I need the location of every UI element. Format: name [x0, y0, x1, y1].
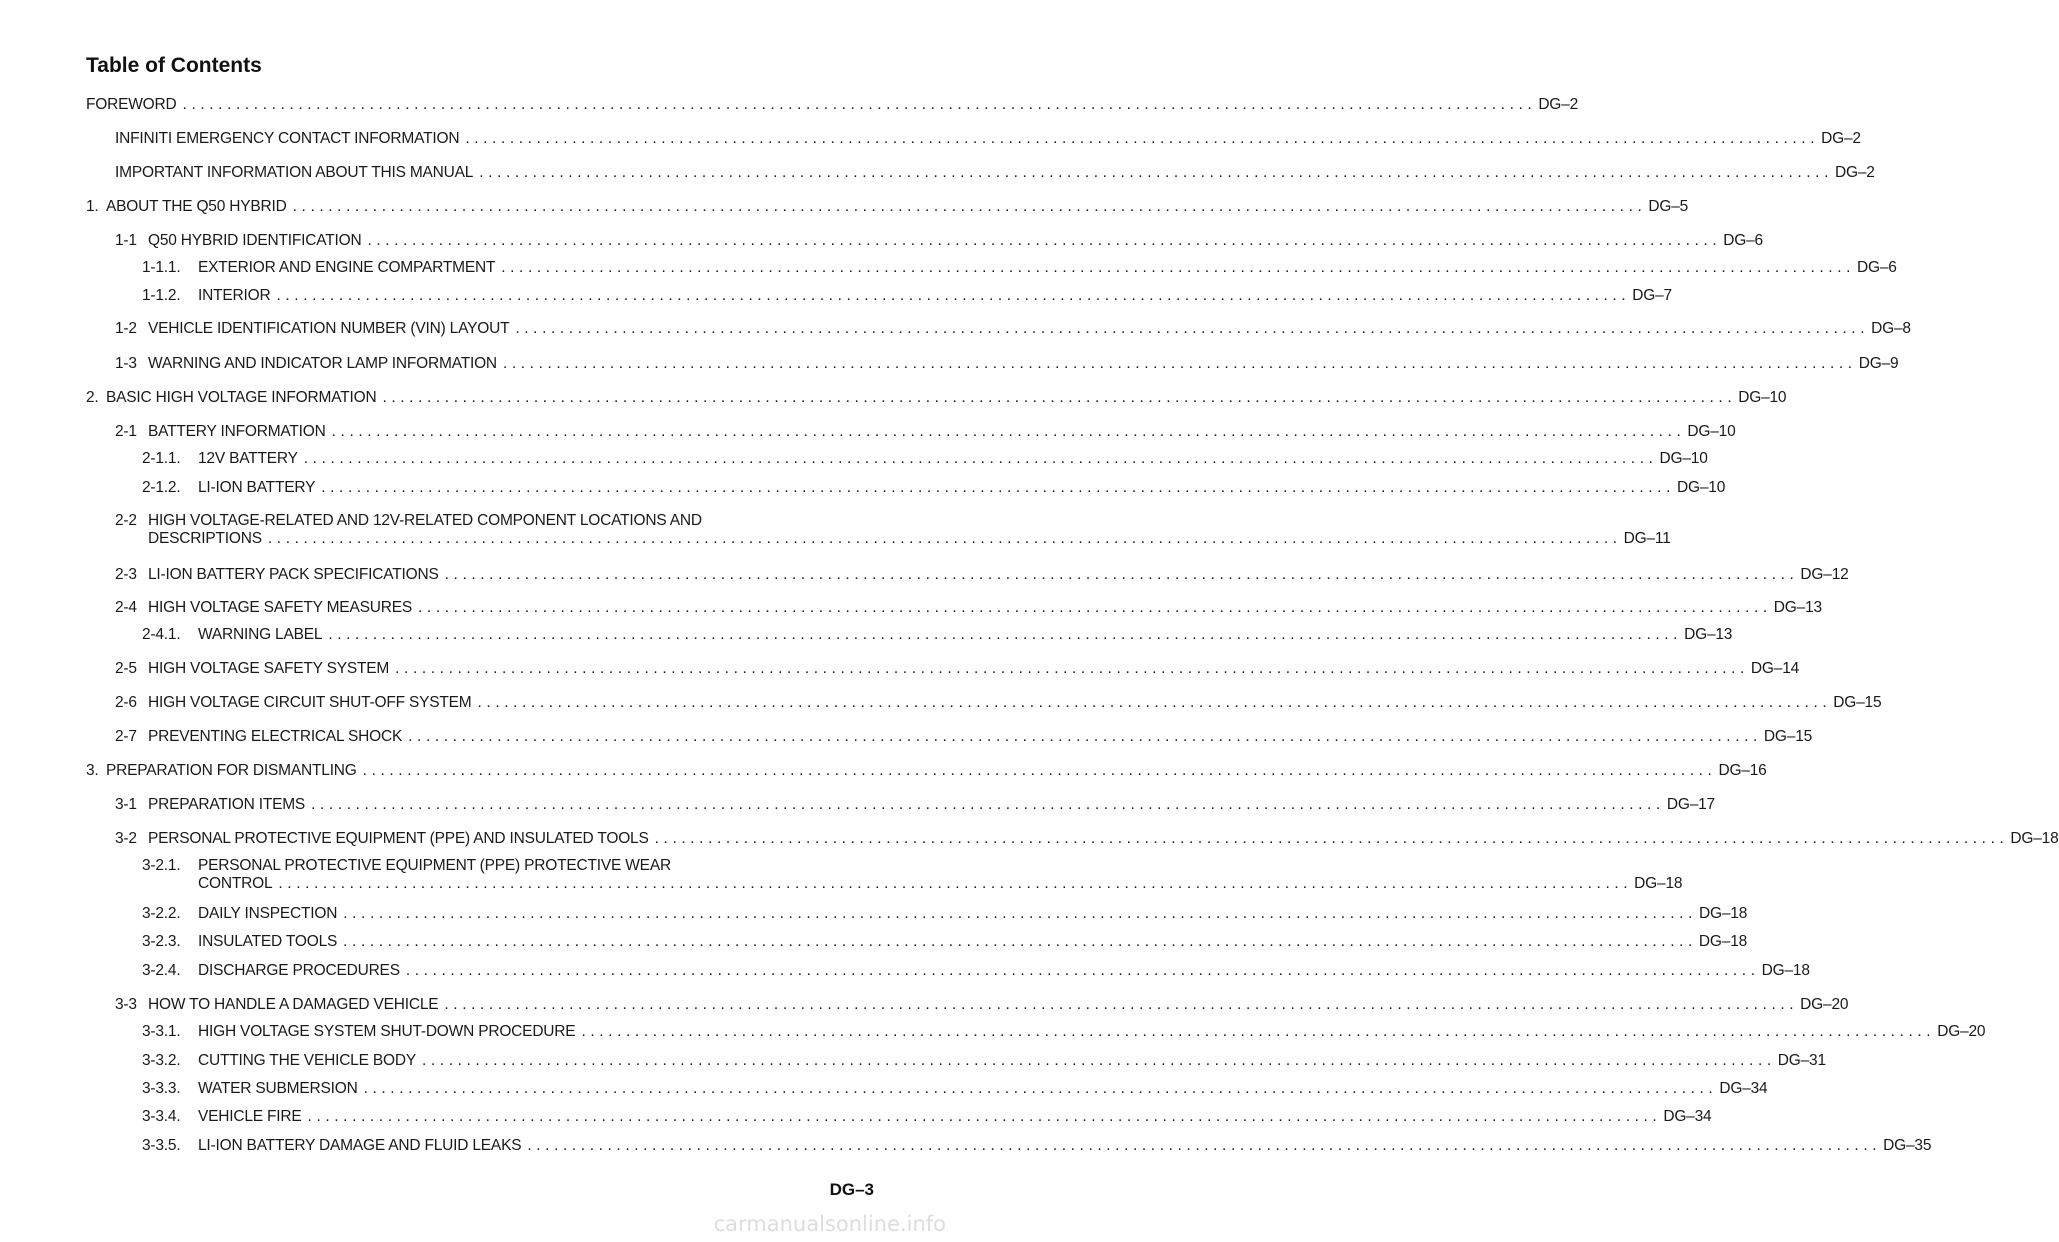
toc-entry-page: DG–15: [1833, 694, 1882, 711]
toc-entry[interactable]: [142, 1080, 1768, 1098]
toc-entry-title: LI-ION BATTERY PACK SPECIFICATIONS: [148, 566, 439, 583]
toc-entry-number: 2-4: [115, 599, 137, 616]
toc-entry[interactable]: [142, 287, 1672, 305]
leader-dots: ........................................................................................................................................................: [307, 1108, 1662, 1125]
toc-entry-page: DG–6: [1723, 232, 1763, 249]
toc-entry-page: DG–9: [1858, 355, 1899, 372]
leader-dots: ........................................................................................................................................................: [363, 1080, 1718, 1097]
watermark: carmanualsonline.info: [713, 1212, 946, 1236]
leader-dots: ........................................................................................................................................................: [515, 320, 1870, 337]
toc-entry-page: DG–18: [1634, 875, 1683, 892]
toc-entry-number: 2-6: [115, 694, 137, 711]
toc-entry-page: DG–20: [1937, 1023, 1986, 1040]
toc-entry-title: IMPORTANT INFORMATION ABOUT THIS MANUAL: [115, 164, 474, 181]
leader-dots: ........................................................................................................................................................: [421, 1052, 1776, 1069]
toc-entry-page: DG–6: [1857, 259, 1897, 276]
leader-dots: ........................................................................................................................................................: [343, 933, 1697, 950]
toc-entry-title: CUTTING THE VEHICLE BODY: [198, 1052, 416, 1069]
toc-entry-number: 3.: [86, 762, 99, 779]
toc-entry-title: ABOUT THE Q50 HYBRID: [106, 198, 287, 215]
toc-entry-title: DISCHARGE PROCEDURES: [198, 962, 400, 979]
toc-entry-title: WARNING AND INDICATOR LAMP INFORMATION: [148, 355, 497, 372]
toc-entry-title: BASIC HIGH VOLTAGE INFORMATION: [106, 389, 377, 406]
toc-entry[interactable]: [115, 660, 1800, 678]
toc-entry[interactable]: [115, 996, 1849, 1014]
toc-entry[interactable]: [142, 1108, 1712, 1126]
leader-dots: ........................................................................................................................................................: [292, 198, 1647, 215]
toc-entry-page: DG–13: [1773, 599, 1822, 616]
toc-entry-number: 1.: [86, 198, 99, 215]
toc-entry-title: PREPARATION FOR DISMANTLING: [106, 762, 357, 779]
toc-entry[interactable]: [115, 355, 1899, 373]
toc-entry-title: HIGH VOLTAGE SYSTEM SHUT-DOWN PROCEDURE: [198, 1023, 576, 1040]
toc-entry[interactable]: [142, 450, 1708, 468]
leader-dots: ........................................................................................................................................................: [382, 389, 1737, 406]
toc-entry[interactable]: [115, 232, 1763, 250]
toc-entry[interactable]: [115, 796, 1715, 814]
toc-entry[interactable]: [86, 198, 1689, 216]
leader-dots: ........................................................................................................................................................: [502, 355, 1857, 372]
leader-dots: ........................................................................................................................................................: [321, 479, 1675, 496]
toc-entry[interactable]: [115, 694, 1882, 712]
toc-entry-title: BATTERY INFORMATION: [148, 423, 326, 440]
toc-entry-number: 1-1.1.: [142, 259, 181, 276]
toc-entry-page: DG–16: [1718, 762, 1767, 779]
toc-entry[interactable]: [115, 830, 2059, 848]
toc-entry-number: 2-2: [115, 512, 137, 529]
toc-entry-title: INFINITI EMERGENCY CONTACT INFORMATION: [115, 130, 460, 147]
toc-entry[interactable]: [86, 389, 1787, 407]
toc-entry-title: HIGH VOLTAGE SAFETY SYSTEM: [148, 660, 390, 677]
leader-dots: ........................................................................................................................................................: [311, 796, 1665, 813]
toc-entry-number: 1-1: [115, 232, 137, 249]
toc-entry-number: 3-2.1.: [142, 857, 181, 874]
toc-entry-page: DG–8: [1871, 320, 1911, 337]
leader-dots: ........................................................................................................................................................: [444, 566, 1799, 583]
toc-entry-number: 3-3.4.: [142, 1108, 181, 1125]
toc-entry[interactable]: [115, 599, 1822, 617]
toc-entry[interactable]: [142, 259, 1897, 277]
toc-entry-page: DG–2: [1821, 130, 1861, 147]
toc-entry-number: 3-2.2.: [142, 905, 181, 922]
toc-entry[interactable]: [142, 962, 1810, 980]
toc-entry-page: DG–12: [1800, 566, 1849, 583]
toc-entry-page: DG–20: [1800, 996, 1849, 1013]
toc-entry-number: 2-1.2.: [142, 479, 181, 496]
leader-dots: ........................................................................................................................................................: [444, 996, 1799, 1013]
leader-dots: ........................................................................................................................................................: [362, 762, 1717, 779]
leader-dots: ........................................................................................................................................................: [408, 728, 1762, 745]
toc-entry-title: INTERIOR: [198, 287, 271, 304]
toc-entry-number: 3-2.3.: [142, 933, 181, 950]
toc-entry-number: 3-3.2.: [142, 1052, 181, 1069]
toc-entry-page: DG–14: [1750, 660, 1800, 677]
toc-entry-title: PERSONAL PROTECTIVE EQUIPMENT (PPE) PROTECTIVE WEAR: [198, 857, 671, 874]
toc-entry-number: 3-3.3.: [142, 1080, 181, 1097]
leader-dots: ........................................................................................................................................................: [527, 1137, 1882, 1154]
toc-entry-title: PERSONAL PROTECTIVE EQUIPMENT (PPE) AND INSULATED TOOLS: [148, 830, 649, 847]
toc-entry-page: DG–35: [1883, 1137, 1932, 1154]
toc-entry-number: 3-3.1.: [142, 1023, 181, 1040]
toc-entry-number: 3-2: [115, 830, 137, 847]
toc-entry-page: DG–10: [1677, 479, 1726, 496]
leader-dots: ........................................................................................................................................................: [465, 130, 1820, 147]
toc-entry-page: DG–31: [1777, 1052, 1826, 1069]
leader-dots: ........................................................................................................................................................: [267, 530, 1622, 547]
leader-dots: ........................................................................................................................................................: [331, 423, 1686, 440]
toc-entry-page: DG–10: [1738, 389, 1787, 406]
toc-entry-page: DG–2: [1835, 164, 1875, 181]
toc-entry-title: 12V BATTERY: [198, 450, 298, 467]
toc-entry-title: VEHICLE IDENTIFICATION NUMBER (VIN) LAYOUT: [148, 320, 510, 337]
toc-entry-page: DG–7: [1632, 287, 1672, 304]
toc-entry[interactable]: [115, 423, 1736, 441]
toc-entry[interactable]: [142, 479, 1726, 497]
page-title: Table of Contents: [86, 54, 262, 77]
toc-entry[interactable]: [115, 130, 1861, 148]
leader-dots: ........................................................................................................................................................: [581, 1023, 1936, 1040]
toc-entry-number: 2-7: [115, 728, 137, 745]
toc-entry[interactable]: [142, 857, 1683, 893]
toc-entry-page: DG–2: [1538, 96, 1579, 113]
leader-dots: ........................................................................................................................................................: [395, 660, 1749, 677]
toc-entry-number: 3-3.5.: [142, 1137, 181, 1154]
toc-entry-title: LI-ION BATTERY: [198, 479, 316, 496]
toc-entry[interactable]: [142, 933, 1748, 951]
toc-entry-number: 3-3: [115, 996, 137, 1013]
leader-dots: ........................................................................................................................................................: [501, 259, 1856, 276]
toc-entry-number: 2-3: [115, 566, 137, 583]
toc-entry-title: VEHICLE FIRE: [198, 1108, 302, 1125]
toc-entry-number: 2.: [86, 389, 99, 406]
leader-dots: ........................................................................................................................................................: [418, 599, 1772, 616]
toc-entry-title: WARNING LABEL: [198, 626, 323, 643]
toc-entry-page: DG–34: [1663, 1108, 1712, 1125]
toc-entry-page: DG–18: [1761, 962, 1810, 979]
toc-entry-page: DG–18: [1699, 905, 1748, 922]
toc-entry-number: 1-1.2.: [142, 287, 181, 304]
toc-entry-page: DG–10: [1659, 450, 1708, 467]
toc-entry-page: DG–5: [1648, 198, 1689, 215]
toc-entry-number: 1-2: [115, 320, 137, 337]
leader-dots: ........................................................................................................................................................: [654, 830, 2009, 847]
toc-entry[interactable]: [115, 512, 1671, 548]
toc-entry-title: FOREWORD: [86, 96, 177, 113]
toc-entry-page: DG–13: [1684, 626, 1733, 643]
toc-entry-title-continued: CONTROL: [198, 875, 273, 892]
toc-entry-number: 1-3: [115, 355, 137, 372]
toc-entry-number: 2-5: [115, 660, 137, 677]
toc-entry-title: PREVENTING ELECTRICAL SHOCK: [148, 728, 403, 745]
leader-dots: ........................................................................................................................................................: [479, 164, 1833, 181]
toc-entry-title: Q50 HYBRID IDENTIFICATION: [148, 232, 362, 249]
leader-dots: ........................................................................................................................................................: [405, 962, 1760, 979]
toc-entry-page: DG–17: [1666, 796, 1715, 813]
leader-dots: ........................................................................................................................................................: [303, 450, 1658, 467]
toc-entry-title: LI-ION BATTERY DAMAGE AND FLUID LEAKS: [198, 1137, 522, 1154]
toc-entry-title: HIGH VOLTAGE-RELATED AND 12V-RELATED COMPONENT LOCATIONS AND: [148, 512, 702, 529]
toc-entry-number: 2-1: [115, 423, 137, 440]
toc-entry-page: DG–15: [1763, 728, 1813, 745]
leader-dots: ........................................................................................................................................................: [367, 232, 1722, 249]
toc-entry[interactable]: [142, 1023, 1986, 1041]
toc-entry-page: DG–18: [2010, 830, 2059, 847]
toc-entry-title: HIGH VOLTAGE CIRCUIT SHUT-OFF SYSTEM: [148, 694, 472, 711]
toc-entry[interactable]: [142, 626, 1733, 644]
toc-entry-page: DG–10: [1687, 423, 1736, 440]
toc-entry-title: WATER SUBMERSION: [198, 1080, 358, 1097]
toc-entry[interactable]: [86, 762, 1767, 780]
toc-entry[interactable]: [115, 320, 1911, 338]
toc-entry-number: 2-1.1.: [142, 450, 181, 467]
toc-entry-title: HIGH VOLTAGE SAFETY MEASURES: [148, 599, 412, 616]
page-number: DG–3: [829, 1180, 874, 1199]
leader-dots: ........................................................................................................................................................: [343, 905, 1697, 922]
toc-entry-number: 2-4.1.: [142, 626, 181, 643]
toc-entry-page: DG–34: [1719, 1080, 1768, 1097]
leader-dots: ........................................................................................................................................................: [477, 694, 1832, 711]
leader-dots: ........................................................................................................................................................: [182, 96, 1537, 113]
toc-entry-title: EXTERIOR AND ENGINE COMPARTMENT: [198, 259, 496, 276]
toc-entry-title: PREPARATION ITEMS: [148, 796, 306, 813]
toc-entry[interactable]: [86, 96, 1579, 114]
toc-entry-page: DG–11: [1623, 530, 1671, 547]
leader-dots: ........................................................................................................................................................: [328, 626, 1683, 643]
toc-entry[interactable]: [142, 1137, 1932, 1155]
toc-entry[interactable]: [142, 905, 1748, 923]
leader-dots: ........................................................................................................................................................: [276, 287, 1631, 304]
toc-entry-title: HOW TO HANDLE A DAMAGED VEHICLE: [148, 996, 439, 1013]
toc-entry[interactable]: [115, 728, 1813, 746]
toc-entry-number: 3-1: [115, 796, 137, 813]
toc-entry[interactable]: [115, 164, 1875, 182]
toc-entry[interactable]: [142, 1052, 1826, 1070]
toc-entry-number: 3-2.4.: [142, 962, 181, 979]
toc-entry-title-continued: DESCRIPTIONS: [148, 530, 262, 547]
toc-entry-title: DAILY INSPECTION: [198, 905, 338, 922]
toc-entry-page: DG–18: [1698, 933, 1748, 950]
toc-entry-title: INSULATED TOOLS: [198, 933, 338, 950]
toc-entry[interactable]: [115, 566, 1849, 584]
leader-dots: ........................................................................................................................................................: [278, 875, 1633, 892]
